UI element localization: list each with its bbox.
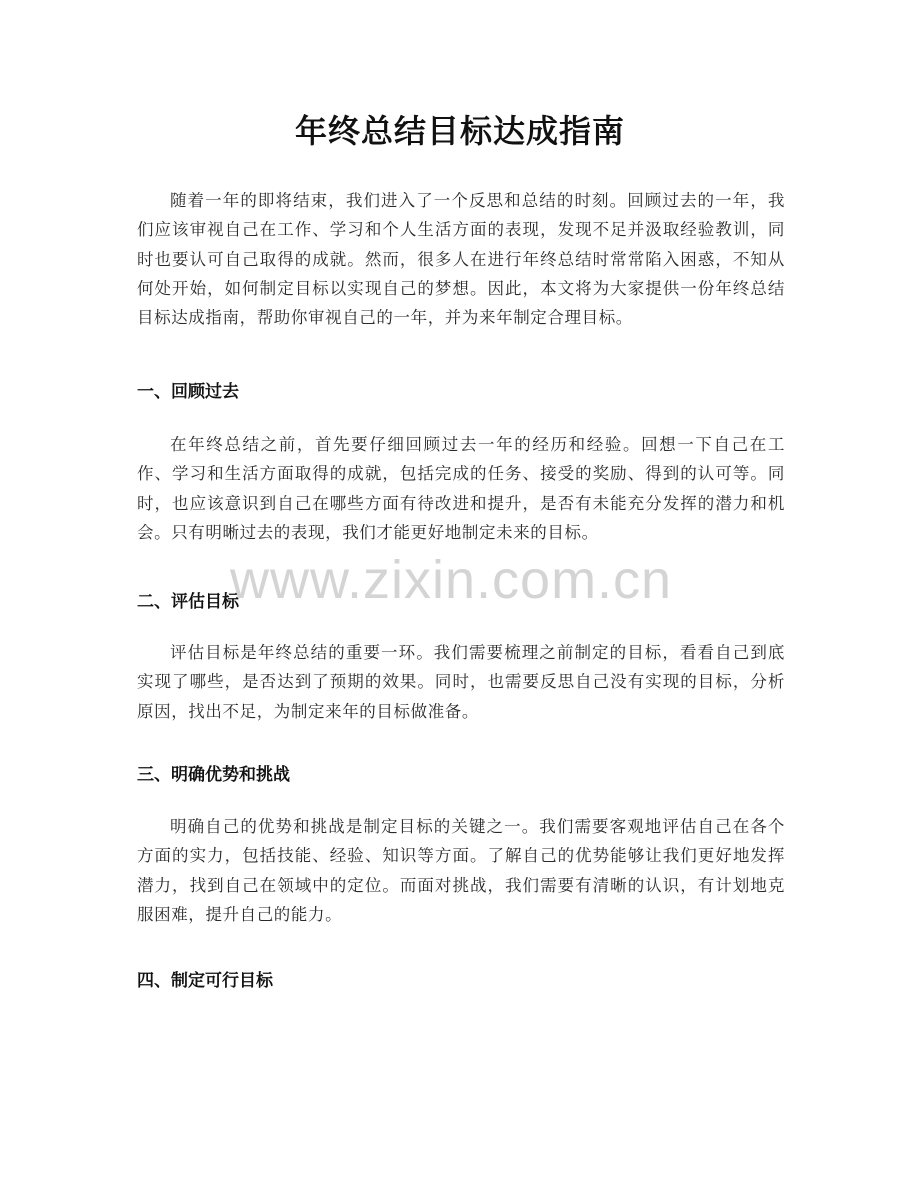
section-heading-review: 一、回顾过去 (137, 382, 239, 402)
section-heading-strengths: 三、明确优势和挑战 (137, 765, 290, 785)
intro-paragraph: 随着一年的即将结束，我们进入了一个反思和总结的时刻。回顾过去的一年，我们应该审视自己在工作、学习和个人生活方面的表现，发现不足并汲取经验教训，同时也要认可自己取得的成就。然而，很多人在进行年终总结时常常陷入困惑，不知从何处开始，如何制定目标以实现自己的梦想。因此，本文将为大家提供一份年终总结目标达成指南，帮助你审视自己的一年，并为来年制定合理目标。 (137, 191, 785, 328)
document-title: 年终总结目标达成指南 (294, 112, 625, 150)
section-heading-evaluate: 二、评估目标 (137, 592, 239, 612)
section-body-evaluate: 评估目标是年终总结的重要一环。我们需要梳理之前制定的目标，看看自己到底实现了哪些，是否达到了预期的效果。同时，也需要反思自己没有实现的目标，分析原因，找出不足，为制定来年的目标做准备。 (137, 643, 785, 721)
section-body-strengths: 明确自己的优势和挑战是制定目标的关键之一。我们需要客观地评估自己在各个方面的实力，包括技能、经验、知识等方面。了解自己的优势能够让我们更好地发挥潜力，找到自己在领域中的定位。而面对挑战，我们需要有清晰的认识，有计划地克服困难，提升自己的能力。 (137, 817, 785, 924)
watermark: www.zixin.com.cn (230, 550, 673, 610)
section-heading-goals: 四、制定可行目标 (137, 971, 273, 991)
section-body-review: 在年终总结之前，首先要仔细回顾过去一年的经历和经验。回想一下自己在工作、学习和生活方面取得的成就，包括完成的任务、接受的奖励、得到的认可等。同时，也应该意识到自己在哪些方面有待改进和提升，是否有未能充分发挥的潜力和机会。只有明晰过去的表现，我们才能更好地制定未来的目标。 (137, 435, 785, 542)
